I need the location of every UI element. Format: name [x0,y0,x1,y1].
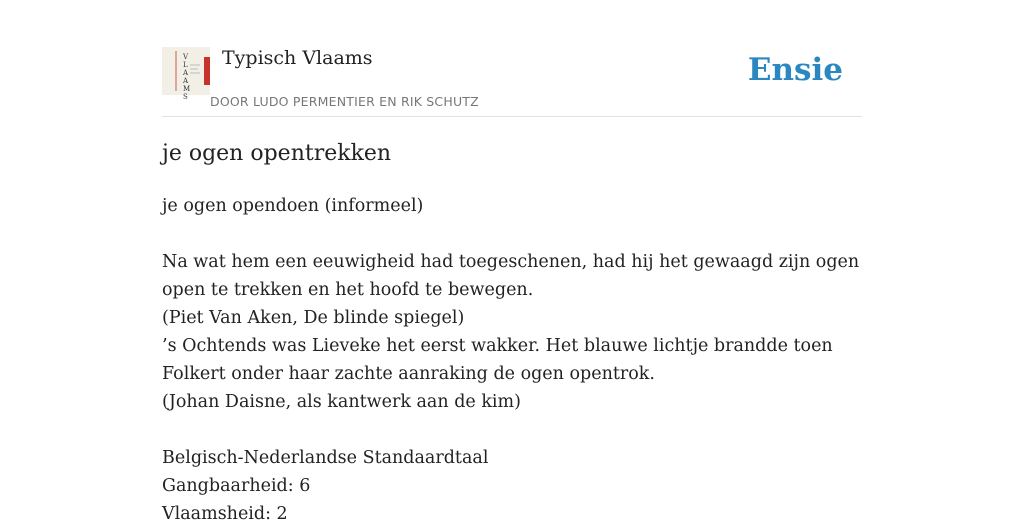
entry-body [162,192,862,528]
entry-title: je ogen opentrekken [162,141,392,166]
language-label: Belgisch-Nederlandse Standaardtaal [162,448,489,468]
avatar-letter-5: M [183,85,191,93]
quote-2-line-2: Folkert onder haar zachte aanraking de ogen opentrok. [162,364,655,384]
avatar[interactable] [162,47,210,101]
quote-2-source: (Johan Daisne, als kantwerk aan de kim) [162,392,521,412]
entry-article [162,136,862,528]
avatar-letter-3: A [183,69,189,77]
quote-1-line-2: open te trekken en het hoofd te bewegen. [162,280,534,300]
spacer [162,220,862,248]
site-title-link[interactable]: Typisch Vlaams [222,47,373,69]
gangbaarheid-label: Gangbaarheid: 6 [162,476,311,496]
header [162,44,862,117]
vlaamsheid-label: Vlaamsheid: 2 [162,504,288,524]
definition: je ogen opendoen (informeel) [162,196,424,216]
ensie-logo-link[interactable]: Ensie [747,52,843,88]
quote-1-source: (Piet Van Aken, De blinde spiegel) [162,308,465,328]
byline: DOOR LUDO PERMENTIER EN RIK SCHUTZ [210,94,479,109]
book-cover-icon [162,47,210,101]
avatar-letter-4: A [183,77,189,85]
avatar-letter-2: L [183,61,188,69]
quote-2-line-1: ’s Ochtends was Lieveke het eerst wakker. Het blauwe lichtje brandde toen [162,336,833,356]
avatar-letter-1: V [183,53,189,61]
quote-1-line-1: Na wat hem een eeuwigheid had toegeschenen, had hij het gewaagd zijn ogen [162,252,860,272]
avatar-letter-6: S [183,93,188,101]
spacer [162,416,862,444]
